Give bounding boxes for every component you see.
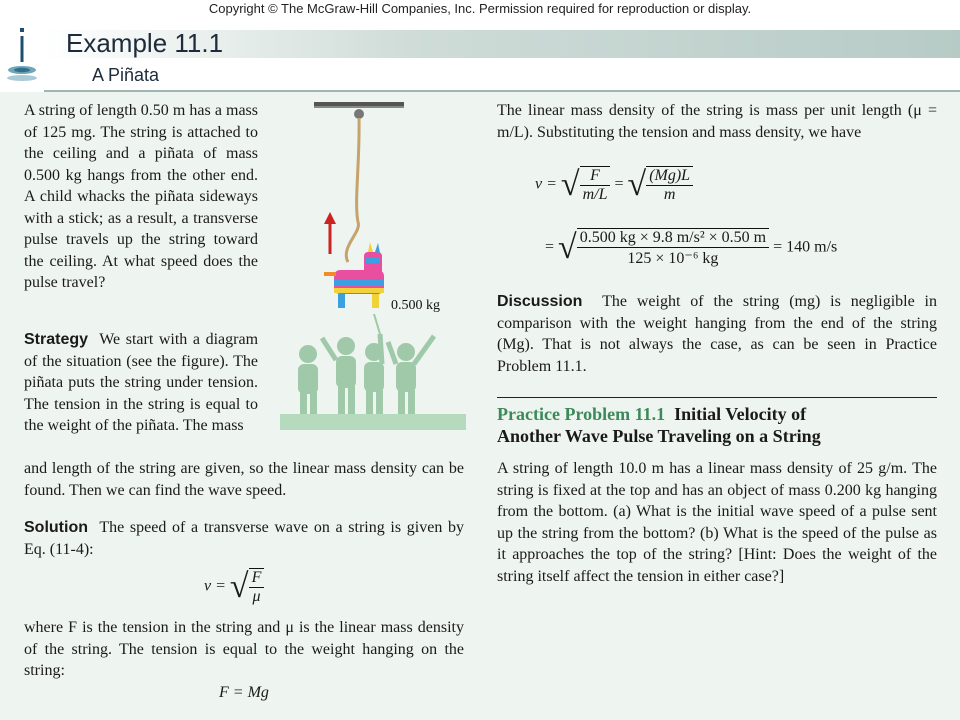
fraction-denominator: μ: [252, 588, 261, 605]
header-rule: [44, 90, 960, 92]
solution-paragraph: [24, 517, 464, 560]
mass-label: 0.500 kg: [391, 298, 440, 313]
fraction-numerator: F: [249, 569, 265, 588]
strategy-paragraph: [24, 329, 258, 437]
equation-numeric: [545, 228, 837, 268]
practice-problem-title-a: Initial Velocity of: [674, 404, 807, 424]
stick: [374, 314, 380, 334]
practice-problem-title: [497, 403, 821, 447]
practice-problem-label: Practice Problem 11.1: [497, 404, 666, 424]
equation-lhs: v =: [204, 577, 226, 595]
eq-result: = 140 m/s: [773, 238, 838, 256]
solution-heading: Solution: [24, 519, 88, 536]
header: [0, 20, 960, 92]
eq-numeric-numerator: 0.500 kg × 9.8 m/s² × 0.50 m: [577, 229, 769, 248]
eq-MgL: (Mg)L: [646, 167, 693, 186]
ceiling-hook: [354, 109, 364, 119]
pinata-figure: [262, 102, 492, 442]
eq-equals: =: [614, 175, 624, 193]
strategy-text: We start with a diagram of the situation (see the figure). The piñata puts the string under tension. The tension in the string is equal to the weight of the piñata. The mass: [24, 331, 259, 434]
copyright-notice: Copyright © The McGraw-Hill Companies, Inc. Permission required for reproduction or display.: [208, 1, 752, 16]
discussion-heading: Discussion: [497, 293, 583, 310]
eq-F: F: [580, 167, 611, 186]
eq-equals-2: =: [545, 238, 555, 256]
equation-tension: F = Mg: [219, 684, 269, 701]
sqrt-numeric: √ $\frac{\text{0.500 kg × 9.8 m/s² × 0.50 m}}{\text{125 × 10⁻⁶ kg}}$: [558, 228, 769, 268]
section-divider: [497, 397, 937, 398]
where-paragraph: where F is the tension in the string and μ is the linear mass density of the string. The tension is equal to the weight hanging on the string:: [24, 619, 464, 679]
eq-v: v =: [535, 175, 557, 193]
practice-problem-text: A string of length 10.0 m has a linear mass density of 25 g/m. The string is fixed at the top and has an object of mass 0.200 kg hanging from the bottom. (a) What is the initial wave speed of a pulse sent up the string from the bottom? (b) What is the speed of the pulse as it approaches the top of the string? [Hint: Does the weight of the string itself affect the tension in either case?]: [497, 460, 937, 585]
equation-substitution: [535, 166, 693, 204]
sqrt-F-over-mL: √ $\frac{F}{m/L}$: [561, 166, 611, 204]
problem-statement: A string of length 0.50 m has a mass of 125 mg. The string is attached to the ceiling and a piñata of mass 0.500 kg hangs from the other end. A child whacks the piñata sideways with a stick; as a result, a transverse pulse travels up the string toward the ceiling. At what speed does the pulse travel?: [24, 102, 258, 291]
water-drop-logo-icon: [6, 26, 38, 86]
eq-m: m: [663, 186, 676, 203]
equation-wave-speed: [204, 568, 264, 606]
eq-numeric-denominator: 125 × 10⁻⁶ kg: [627, 250, 719, 267]
strategy-continuation: and length of the string are given, so the linear mass density can be found. Then we can find the wave speed.: [24, 460, 464, 499]
example-title: Example 11.1: [66, 28, 224, 58]
practice-problem-title-b: Another Wave Pulse Traveling on a String: [497, 426, 821, 446]
discussion-text: The weight of the string (mg) is negligible in comparison with the weight hanging from the end of the string (Mg). That is not always the case, as can be seen in Practice Problem 11.1.: [497, 293, 938, 375]
right-intro: The linear mass density of the string is mass per unit length (μ = m/L). Substituting the tension and mass density, we have: [497, 102, 937, 141]
string: [346, 118, 359, 262]
children-silhouettes-icon: [280, 334, 466, 430]
solution-text: The speed of a transverse wave on a string is given by Eq. (11-4):: [24, 519, 464, 558]
slide: [0, 20, 960, 720]
strategy-heading: Strategy: [24, 331, 89, 348]
eq-mL: m/L: [582, 186, 608, 203]
example-subtitle: A Piñata: [92, 65, 160, 85]
arrow-head-icon: [324, 212, 336, 224]
sqrt-MgL-over-m: √ $\frac{(Mg)L}{m}$: [628, 166, 694, 204]
pinata-icon: [324, 242, 384, 308]
discussion-paragraph: [497, 291, 937, 377]
square-root: √ $\frac{F}{\mu}$: [230, 568, 264, 606]
